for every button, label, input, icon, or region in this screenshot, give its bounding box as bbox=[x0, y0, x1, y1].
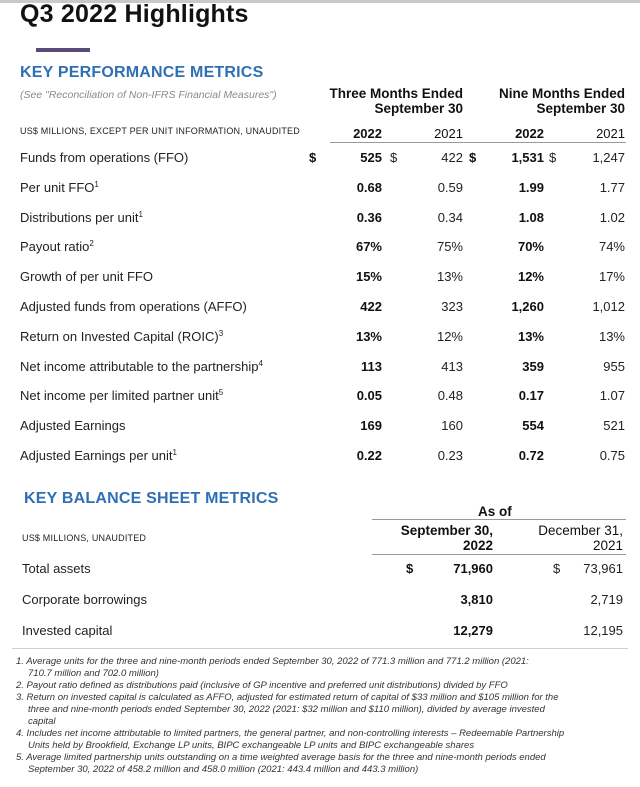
kpm-value-q-2021: 13% bbox=[436, 269, 463, 284]
kpm-col-nine-months-line2: September 30 bbox=[536, 101, 625, 116]
kpm-row-label-text: Adjusted Earnings per unit bbox=[20, 448, 173, 463]
kpm-value-n-2022: 1,260 bbox=[511, 299, 544, 314]
kpm-row-label-text: Net income per limited partner unit bbox=[20, 388, 219, 403]
footnote bbox=[16, 692, 631, 728]
kpm-row-label bbox=[20, 180, 99, 195]
kbs-heading: KEY BALANCE SHEET METRICS bbox=[24, 490, 279, 507]
footnote-ref: 3 bbox=[218, 329, 224, 338]
footnote-line: 1. Average units for the three and nine-month periods ended September 30, 2022 of 771.3 million and 771.2 million (2021: bbox=[16, 656, 529, 667]
kpm-value-q-2021: 160 bbox=[441, 418, 463, 433]
kpm-heading: KEY PERFORMANCE METRICS bbox=[20, 64, 264, 81]
kpm-value-n-2021: 74% bbox=[598, 239, 625, 254]
kpm-value-q-2021: 0.34 bbox=[437, 210, 463, 225]
footnote bbox=[16, 728, 631, 752]
kbs-units-label: US$ MILLIONS, UNAUDITED bbox=[22, 533, 147, 543]
footnote-line: 710.7 million and 702.0 million) bbox=[28, 668, 159, 679]
kpm-value-n-2021: 955 bbox=[603, 359, 625, 374]
kpm-value-n-2022: 13% bbox=[517, 329, 544, 344]
footnote-divider bbox=[12, 648, 628, 649]
kpm-row-label-text: Adjusted Earnings bbox=[20, 418, 126, 433]
kpm-value-q-2021: 422 bbox=[441, 150, 463, 165]
kpm-value-q-2022: 113 bbox=[361, 359, 382, 374]
kpm-row-label-text: Distributions per unit bbox=[20, 210, 139, 225]
kpm-value-q-2021: 12% bbox=[436, 329, 463, 344]
currency-symbol: $ bbox=[309, 150, 317, 165]
kpm-row-label-text: Payout ratio bbox=[20, 239, 90, 254]
kpm-value-q-2022: 0.36 bbox=[356, 210, 382, 225]
kpm-value-n-2022: 1.08 bbox=[518, 210, 544, 225]
footnote-ref: 1 bbox=[172, 448, 177, 457]
footnote-line: September 30, 2022 of 458.2 million and 458.0 million (2021: 443.4 million and 443.3 million) bbox=[28, 764, 419, 775]
footnote-ref: 1 bbox=[94, 180, 99, 189]
kpm-row-label-text: Net income attributable to the partnership bbox=[20, 359, 259, 374]
kpm-row-label bbox=[20, 359, 263, 374]
kbs-header-rule bbox=[372, 554, 626, 555]
kpm-value-n-2022: 70% bbox=[517, 239, 544, 254]
footnote-ref: 1 bbox=[138, 210, 143, 219]
kpm-value-n-2022: 1.99 bbox=[518, 180, 544, 195]
kpm-value-n-2022: 359 bbox=[522, 359, 544, 374]
footnote bbox=[16, 680, 631, 692]
kbs-col-dec31-line2: 2021 bbox=[592, 538, 623, 553]
kpm-value-n-2021: 0.75 bbox=[599, 448, 625, 463]
kpm-col-three-months-line1: Three Months Ended bbox=[329, 86, 463, 101]
footnote-ref: 4 bbox=[258, 359, 263, 368]
kpm-row-label bbox=[20, 329, 223, 344]
kpm-value-n-2021: 13% bbox=[598, 329, 625, 344]
kbs-row-label: Total assets bbox=[22, 561, 91, 576]
kpm-value-q-2022: 525 bbox=[360, 150, 382, 165]
kbs-value-dec31-2021: 12,195 bbox=[583, 623, 623, 638]
kbs-value-sep30-2022: 3,810 bbox=[460, 592, 493, 607]
kpm-row-label-text: Funds from operations (FFO) bbox=[20, 150, 189, 165]
kpm-value-n-2021: 1.77 bbox=[599, 180, 625, 195]
kbs-as-of-rule bbox=[372, 519, 626, 520]
kpm-value-q-2022: 169 bbox=[360, 418, 382, 433]
kbs-value-sep30-2022: 12,279 bbox=[453, 623, 493, 638]
kbs-row-label: Corporate borrowings bbox=[22, 592, 148, 607]
kpm-value-n-2021: 1,012 bbox=[592, 299, 625, 314]
kpm-value-q-2022: 422 bbox=[360, 299, 382, 314]
kpm-value-n-2022: 0.17 bbox=[518, 388, 544, 403]
footnote bbox=[16, 752, 631, 776]
kbs-row-label: Invested capital bbox=[22, 623, 113, 638]
kpm-value-q-2022: 0.05 bbox=[356, 388, 382, 403]
footnote-line: 2. Payout ratio defined as distributions paid (inclusive of GP incentive and preferred unit distributions) divided by FFO bbox=[16, 680, 508, 691]
kpm-row-label bbox=[20, 210, 143, 225]
footnote-line: 4. Includes net income attributable to limited partners, the general partner, and non-controlling interests – Redeemable Partnership bbox=[16, 728, 565, 739]
kpm-year-q-2021: 2021 bbox=[434, 126, 463, 141]
currency-symbol: $ bbox=[390, 150, 398, 165]
footnote-line: capital bbox=[28, 716, 56, 727]
kpm-header-rule bbox=[330, 142, 626, 143]
currency-symbol: $ bbox=[549, 150, 557, 165]
kpm-value-q-2022: 15% bbox=[355, 269, 382, 284]
kpm-row-label bbox=[20, 299, 247, 314]
kpm-value-n-2022: 0.72 bbox=[518, 448, 544, 463]
kpm-year-q-2022: 2022 bbox=[353, 126, 382, 141]
kpm-row-label bbox=[20, 388, 223, 403]
kpm-value-n-2021: 17% bbox=[598, 269, 625, 284]
kpm-row-label bbox=[20, 239, 94, 254]
footnote-line: 3. Return on invested capital is calculated as AFFO, adjusted for estimated return of capital of $33 million and $105 million for the bbox=[16, 692, 559, 703]
kpm-row-label-text: Return on Invested Capital (ROIC) bbox=[20, 329, 219, 344]
kpm-value-q-2021: 0.59 bbox=[437, 180, 463, 195]
kpm-value-n-2022: 1,531 bbox=[511, 150, 544, 165]
kpm-value-q-2022: 67% bbox=[355, 239, 382, 254]
kpm-units-label: US$ MILLIONS, EXCEPT PER UNIT INFORMATION, UNAUDITED bbox=[20, 126, 300, 136]
kpm-year-n-2022: 2022 bbox=[515, 126, 544, 141]
footnote-line: 5. Average limited partnership units outstanding on a time weighted average basis for the three and nine-month periods ended bbox=[16, 752, 546, 763]
kpm-value-q-2022: 0.22 bbox=[356, 448, 382, 463]
kpm-col-nine-months-line1: Nine Months Ended bbox=[499, 86, 625, 101]
kpm-value-q-2021: 0.23 bbox=[437, 448, 463, 463]
kpm-value-q-2022: 0.68 bbox=[356, 180, 382, 195]
kbs-col-sep30-line2: 2022 bbox=[462, 538, 493, 553]
footnote-ref: 5 bbox=[218, 388, 224, 397]
kpm-value-n-2021: 1,247 bbox=[592, 150, 625, 165]
kpm-row-label-text: Per unit FFO bbox=[20, 180, 95, 195]
kpm-value-q-2022: 13% bbox=[355, 329, 382, 344]
kpm-year-n-2021: 2021 bbox=[596, 126, 625, 141]
kpm-row-label bbox=[20, 269, 153, 284]
kpm-value-n-2021: 521 bbox=[603, 418, 625, 433]
kbs-as-of: As of bbox=[478, 504, 512, 519]
kpm-value-q-2021: 0.48 bbox=[437, 388, 463, 403]
title-accent-bar bbox=[36, 48, 90, 52]
currency-symbol: $ bbox=[406, 561, 414, 576]
kpm-value-n-2022: 12% bbox=[517, 269, 544, 284]
footnote-line: three and nine-month periods ended September 30, 2022 (2021: $32 million and $110 million), divided by average invested bbox=[28, 704, 545, 715]
kpm-row-label bbox=[20, 448, 177, 463]
kpm-col-three-months-line2: September 30 bbox=[374, 101, 463, 116]
kpm-row-label bbox=[20, 418, 126, 433]
kpm-value-q-2021: 75% bbox=[436, 239, 463, 254]
kbs-value-dec31-2021: 2,719 bbox=[590, 592, 623, 607]
page-title: Q3 2022 Highlights bbox=[20, 0, 249, 28]
kpm-value-n-2021: 1.07 bbox=[599, 388, 625, 403]
kbs-col-dec31-line1: December 31, bbox=[538, 523, 623, 538]
kbs-value-dec31-2021: 73,961 bbox=[583, 561, 623, 576]
footnote-ref: 2 bbox=[89, 239, 94, 248]
footnote bbox=[16, 656, 631, 680]
kpm-value-q-2021: 323 bbox=[441, 299, 463, 314]
kbs-value-sep30-2022: 71,960 bbox=[453, 561, 493, 576]
currency-symbol: $ bbox=[469, 150, 477, 165]
kpm-value-q-2021: 413 bbox=[441, 359, 463, 374]
kpm-value-n-2021: 1.02 bbox=[599, 210, 625, 225]
kpm-value-n-2022: 554 bbox=[522, 418, 544, 433]
kpm-subnote: (See "Reconciliation of Non-IFRS Financial Measures") bbox=[20, 89, 277, 101]
kpm-row-label-text: Adjusted funds from operations (AFFO) bbox=[20, 299, 247, 314]
kpm-row-label-text: Growth of per unit FFO bbox=[20, 269, 153, 284]
footnote-line: Units held by Brookfield, Exchange LP units, BIPC exchangeable LP units and BIPC exchangeable shares bbox=[28, 740, 475, 751]
currency-symbol: $ bbox=[553, 561, 561, 576]
kbs-col-sep30-line1: September 30, bbox=[400, 523, 493, 538]
kpm-row-label bbox=[20, 150, 188, 165]
